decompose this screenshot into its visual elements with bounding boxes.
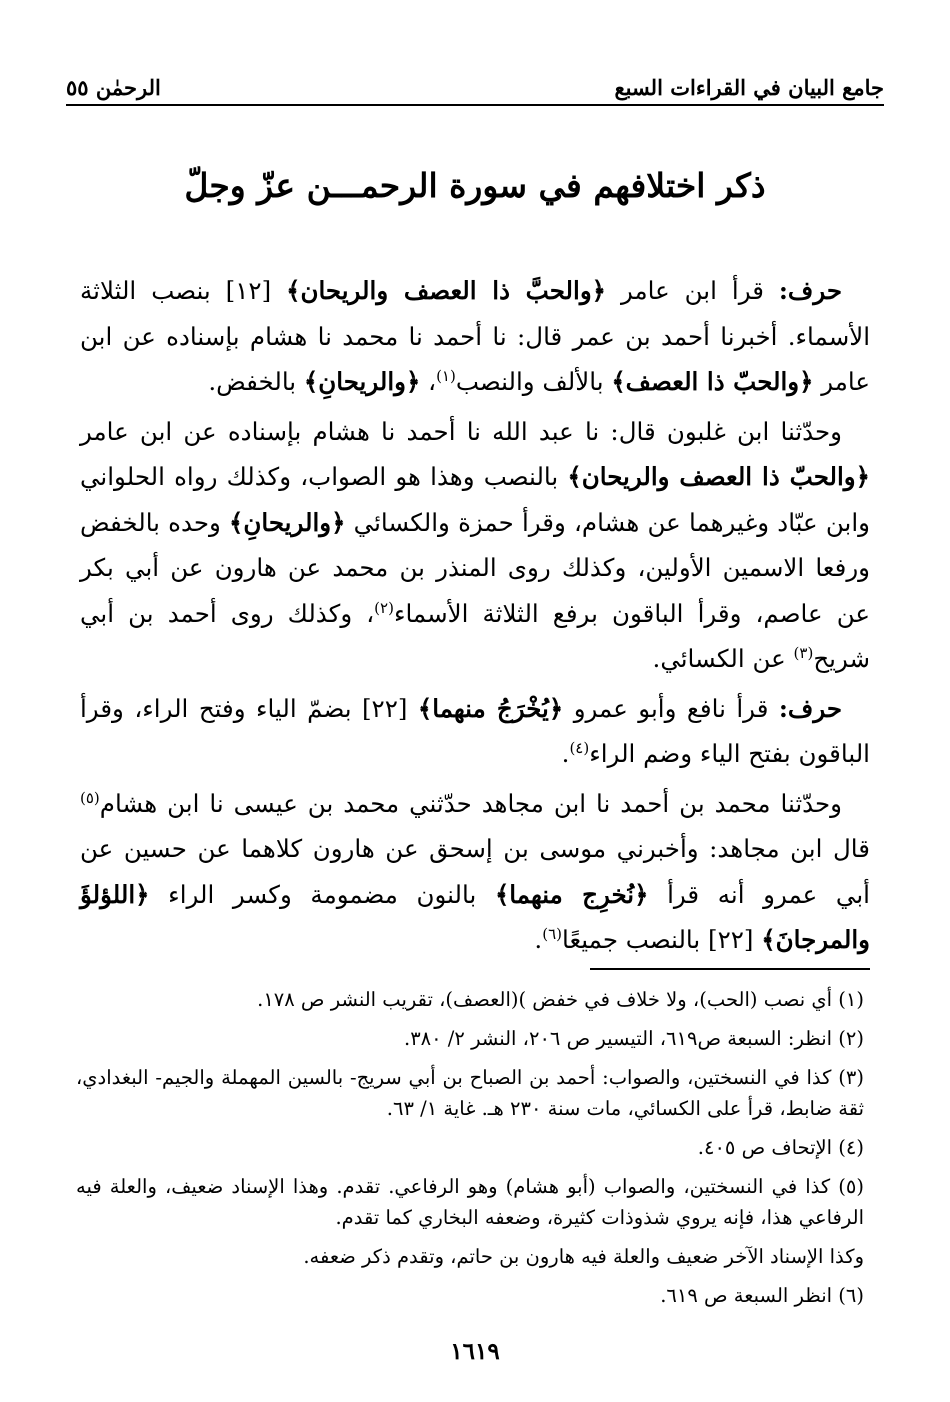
quran-quote: ﴿والريحانِ﴾ <box>303 367 421 396</box>
text: ، وكذلك روى أحمد بن أبي شريح <box>80 598 870 673</box>
text: وحدّثنا محمد بن أحمد نا ابن مجاهد حدّثني محمد بن عيسى نا ابن هشام <box>99 788 842 818</box>
footnote-ref-3[interactable]: (٣) <box>793 643 814 662</box>
footnote-ref-5[interactable]: (٥) <box>80 788 100 807</box>
text: ، <box>420 367 437 396</box>
running-header <box>66 58 884 106</box>
quran-quote: ﴿والحبّ ذا العصف والريحان﴾ <box>567 462 870 491</box>
text: وحدّثنا ابن غلبون قال: نا عبد الله نا أحمد نا هشام بإسناده عن ابن عامر <box>80 416 842 446</box>
quran-quote: ﴿اللؤلؤَ والمرجانَ﴾ <box>80 879 870 954</box>
footnote-2: (٢) انظر: السبعة ص٦١٩، التيسير ص ٢٠٦، النشر ٢/ ٣٨٠. <box>403 1027 864 1050</box>
quran-quote: ﴿يُخْرَجُ منهما﴾ <box>417 693 564 723</box>
footnotes <box>76 984 864 1319</box>
text: قال ابن مجاهد: وأخبرني موسى بن إسحق عن هارون كلاهما عن حسين عن أبي عمرو أنه قرأ <box>80 834 870 909</box>
footnote-4: (٤) الإتحاف ص ٤٠٥. <box>697 1136 864 1159</box>
text: بالنصب وهذا هو الصواب، وكذلك رواه الحلواني وابن عبّاد وغيرهما عن هشام، وقرأ حمزة والكسائي <box>80 462 870 537</box>
footnote-3: (٣) كذا في النسختين، والصواب: أحمد بن الصباح بن أبي سريج- بالسين المهملة والجيم- البغدادي، ثقة ضابط، قرأ على الكسائي، مات سنة ٢٣٠ هـ. غاية ١/ ٦٣. <box>76 1066 864 1120</box>
footnote-divider <box>590 968 870 970</box>
paragraph-1 <box>80 268 870 405</box>
footnote-6: (٦) انظر السبعة ص ٦١٩. <box>660 1284 864 1307</box>
quran-quote: ﴿والحبَّ ذا العصف والريحان﴾ <box>286 276 607 305</box>
body-text <box>80 268 870 967</box>
section-label: الرحمٰن ٥٥ <box>66 75 161 100</box>
paragraph-3 <box>80 686 870 777</box>
footnote-ref-6[interactable]: (٦) <box>542 924 562 943</box>
footnote-5-continued: وكذا الإسناد الآخر ضعيف والعلة فيه هارون بن حاتم، وتقدم ذكر ضعفه. <box>303 1245 864 1268</box>
footnote-1: (١) أي نصب (الحب)، ولا خلاف في خفض )(العصف)، تقريب النشر ص ١٧٨. <box>257 988 864 1011</box>
page-number: ١٦١٩ <box>450 1338 500 1365</box>
book-title: جامع البيان في القراءات السبع <box>614 75 884 100</box>
footnote-ref-1[interactable]: (١) <box>436 366 456 385</box>
text: قرأ ابن عامر <box>606 276 779 305</box>
paragraph-4 <box>80 781 870 963</box>
text: وحده بالخفض ورفعا الاسمين الأولين، وكذلك روى المنذر بن محمد عن هارون عن أبي بكر عن عاصم، وقرأ الباقون برفع الثلاثة الأسماء <box>80 507 870 628</box>
text: . <box>534 925 543 954</box>
paragraph-2 <box>80 409 870 682</box>
text: . <box>561 739 570 768</box>
text: [٢٢] بضمّ الياء وفتح الراء، وقرأ الباقون بفتح الياء وضم الراء <box>80 693 870 768</box>
text: بالنون مضمومة وكسر الراء <box>149 879 495 909</box>
text: عن الكسائي. <box>652 644 794 673</box>
text: [١٢] بنصب الثلاثة الأسماء. أخبرنا أحمد بن عمر قال: نا أحمد نا محمد نا هشام بإسناده عن ابن عامر <box>80 276 870 396</box>
text: بالألف والنصب <box>455 367 612 396</box>
harf-label: حرف: <box>778 276 842 305</box>
footnote-5: (٥) كذا في النسختين، والصواب (أبو هشام) وهو الرفاعي. تقدم. وهذا الإسناد ضعيف، والعلة فيه الرفاعي هذا، فإنه يروي شذوذات كثيرة، وضعفه البخاري كما تقدم. <box>76 1175 864 1229</box>
footnote-ref-2[interactable]: (٢) <box>374 598 394 617</box>
quran-quote: ﴿والحبّ ذا العصف﴾ <box>611 367 814 396</box>
harf-label: حرف: <box>778 693 842 723</box>
text: قرأ نافع وأبو عمرو <box>563 693 779 723</box>
footnote-ref-4[interactable]: (٤) <box>569 738 590 757</box>
quran-quote: ﴿نُخرِج منهما﴾ <box>494 879 649 909</box>
text: بالخفض. <box>208 367 304 396</box>
quran-quote: ﴿والريحانِ﴾ <box>229 507 346 537</box>
chapter-title: ذكر اختلافهم في سورة الرحمـــن عزّ وجلّ <box>184 166 766 205</box>
text: [٢٢] بالنصب جميعًا <box>561 925 762 954</box>
